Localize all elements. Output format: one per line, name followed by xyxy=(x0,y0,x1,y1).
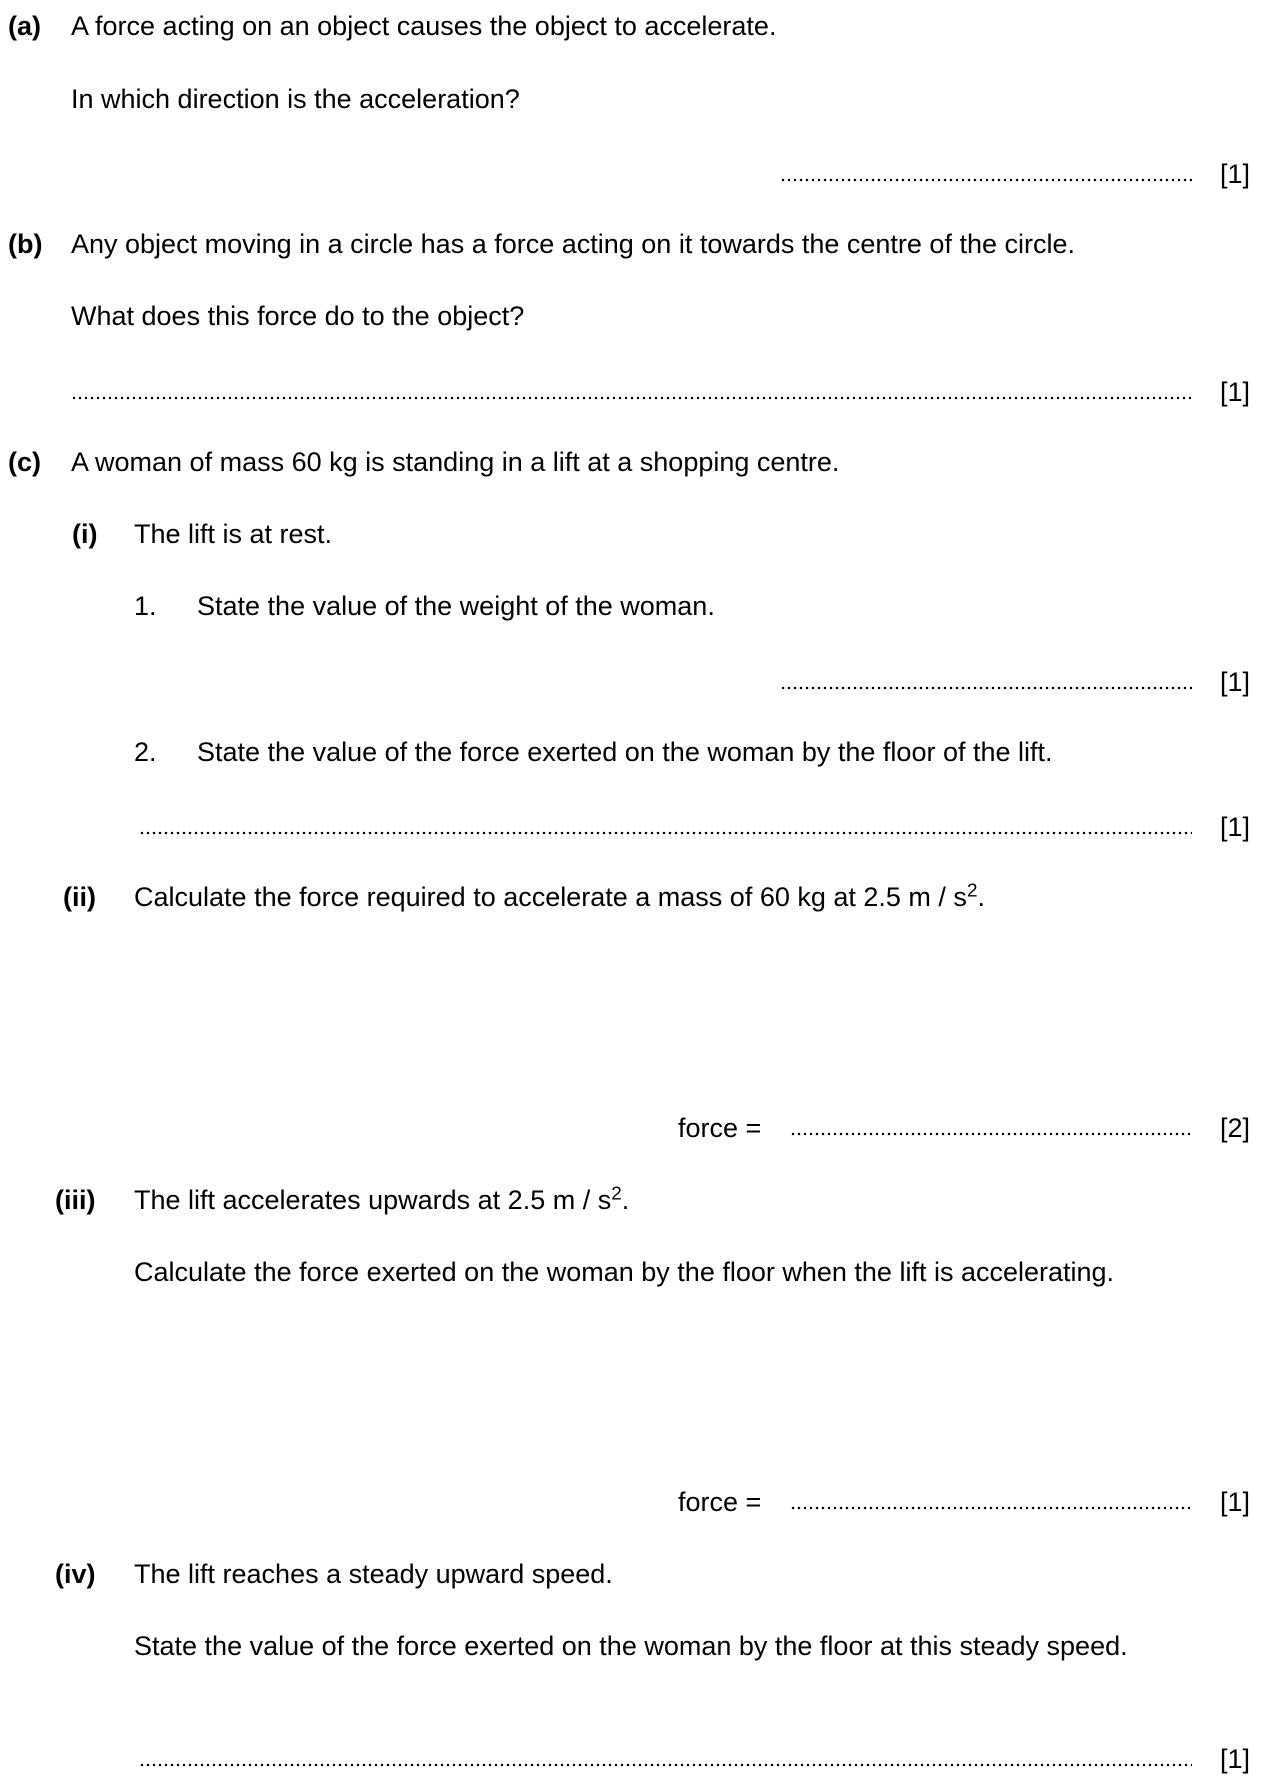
part-c-ii-mark: [2] xyxy=(1219,1113,1250,1143)
part-c-question: A woman of mass 60 kg is standing in a lift at a shopping centre. xyxy=(71,447,840,477)
part-c-iv-label: (iv) xyxy=(55,1559,96,1589)
part-a-mark: [1] xyxy=(1219,159,1250,189)
part-c-i-2-answer-line[interactable] xyxy=(139,831,1192,835)
part-c-i-2-text: State the value of the force exerted on the woman by the floor of the lift. xyxy=(197,737,1053,767)
part-c-ii-superscript: 2 xyxy=(966,880,978,902)
part-c-i-2-mark: [1] xyxy=(1219,812,1250,842)
part-b-prompt: What does this force do to the object? xyxy=(71,301,525,331)
part-a-label: (a) xyxy=(8,11,41,41)
part-c-i-1-mark: [1] xyxy=(1219,667,1250,697)
part-c-iii-superscript: 2 xyxy=(611,1183,622,1205)
part-c-i-1-number: 1. xyxy=(134,591,157,621)
part-c-i-label: (i) xyxy=(72,519,98,549)
part-c-i-2-number: 2. xyxy=(134,737,157,767)
part-c-iii-mark: [1] xyxy=(1219,1487,1250,1517)
part-c-ii-answer-line[interactable] xyxy=(790,1132,1192,1136)
part-b-answer-line[interactable] xyxy=(71,396,1192,400)
part-c-iii-answer-line[interactable] xyxy=(790,1506,1192,1510)
part-c-iv-mark: [1] xyxy=(1219,1744,1250,1774)
part-b-mark: [1] xyxy=(1219,377,1250,407)
part-c-iv-text: The lift reaches a steady upward speed. xyxy=(134,1559,613,1589)
part-c-iii-answer-label: force = xyxy=(678,1487,762,1517)
part-c-iii-label: (iii) xyxy=(55,1185,96,1215)
part-c-i-text: The lift is at rest. xyxy=(134,519,333,549)
part-c-i-1-answer-line[interactable] xyxy=(780,686,1192,690)
part-c-ii-label: (ii) xyxy=(63,882,96,912)
part-c-iii-prompt: Calculate the force exerted on the woman by the floor when the lift is accelerating. xyxy=(134,1257,1115,1287)
part-c-iii-text: The lift accelerates upwards at 2.5 m / $s^2$. xyxy=(134,1183,630,1215)
part-b-label: (b) xyxy=(8,229,43,259)
part-a-prompt: In which direction is the acceleration? xyxy=(71,84,520,114)
part-b-question: Any object moving in a circle has a force acting on it towards the centre of the circle. xyxy=(71,229,1075,259)
part-c-label: (c) xyxy=(8,447,41,477)
part-c-iv-answer-line[interactable] xyxy=(139,1763,1192,1767)
part-a-question: A force acting on an object causes the object to accelerate. xyxy=(71,11,777,41)
part-a-answer-line[interactable] xyxy=(780,178,1192,182)
part-c-ii-answer-label: force = xyxy=(678,1113,762,1143)
part-c-ii-text: Calculate the force required to accelerate a mass of 60 kg at 2.5 m / $s^2$. xyxy=(134,880,985,912)
part-c-i-1-text: State the value of the weight of the woman. xyxy=(197,591,715,621)
part-c-iv-prompt: State the value of the force exerted on the woman by the floor at this steady speed. xyxy=(134,1631,1128,1661)
